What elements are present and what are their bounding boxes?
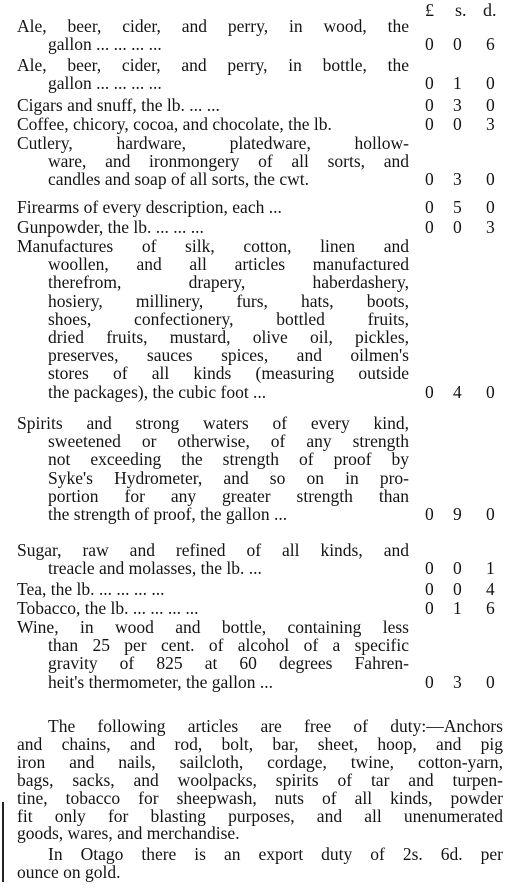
duty-item-description — [17, 134, 409, 189]
paragraph-line: iron and nails, sailcloth, cordage, twine, cotton-yarn, — [17, 751, 503, 772]
description-line: heit's thermometer, the gallon ... — [48, 671, 274, 692]
description-line: gallon ... ... ... ... — [48, 34, 162, 55]
description-line: Cutlery, hardware, platedware, hollow- — [17, 133, 409, 153]
pence-value: 3 — [486, 114, 495, 134]
shillings-value: 0 — [453, 579, 462, 599]
description-line: Cigars and snuff, the lb. ... ... — [17, 95, 220, 115]
description-line: Firearms of every description, each ... — [17, 197, 282, 217]
description-line: Tobacco, the lb. ... ... ... ... — [17, 598, 199, 618]
pence-value: 0 — [486, 197, 495, 217]
duty-item-description — [17, 115, 409, 133]
paragraph-line: The following articles are free of duty:—Anchors — [48, 716, 503, 736]
description-line: stores of all kinds (measuring outside — [48, 363, 409, 384]
pounds-value: 0 — [425, 217, 434, 237]
paragraph-line: bags, sacks, and woolpacks, spirits of tar and turpen- — [17, 769, 503, 790]
description-line: gravity of 825 at 60 degrees Fahren- — [48, 653, 409, 674]
description-line: therefrom, drapery, haberdashery, — [48, 272, 409, 293]
pence-value: 0 — [486, 169, 495, 190]
pounds-value: 0 — [425, 579, 434, 599]
description-line: woollen, and all articles manufactured — [48, 254, 409, 275]
pence-value: 6 — [486, 34, 495, 55]
pence-value: 4 — [486, 579, 495, 599]
shillings-value: 5 — [453, 197, 462, 217]
duty-item-description — [17, 599, 409, 617]
duty-item-description — [17, 237, 409, 401]
description-line: shoes, confectionery, bottled fruits, — [48, 308, 409, 329]
pence-value: 0 — [486, 381, 495, 402]
duty-item-description — [17, 414, 409, 523]
shillings-value: 3 — [453, 169, 462, 190]
pounds-value: 0 — [425, 114, 434, 134]
pounds-value: 0 — [425, 381, 434, 402]
description-line: preserves, sauces spices, and oilmen's — [48, 345, 409, 366]
shillings-value: 4 — [453, 381, 462, 402]
duty-item-description — [17, 96, 409, 114]
pounds-value: 0 — [425, 197, 434, 217]
paragraph-line: In Otago there is an export duty of 2s. 6d. per — [48, 844, 503, 864]
description-line: Tea, the lb. ... ... ... ... — [17, 579, 165, 599]
paragraph-line: and chains, and rod, bolt, bar, sheet, hoop, and pig — [17, 733, 503, 754]
duty-item-description — [17, 17, 409, 53]
description-line: Spirits and strong waters of every kind, — [17, 413, 409, 433]
pence-value: 1 — [486, 558, 495, 579]
description-line: treacle and molasses, the lb. ... — [48, 558, 262, 579]
pounds-value: 0 — [425, 504, 434, 524]
description-line: Syke's Hydrometer, and so on in pro- — [48, 467, 409, 488]
pence-value: 0 — [486, 73, 495, 94]
description-line: than 25 per cent. of alcohol of a specific — [48, 635, 409, 656]
duty-item-description — [17, 580, 409, 598]
shillings-value: 0 — [453, 34, 462, 55]
description-line: the strength of proof, the gallon ... — [48, 504, 288, 525]
shillings-value: 0 — [453, 114, 462, 134]
otago-export-duty-paragraph — [17, 846, 503, 882]
shillings-value: 1 — [453, 73, 462, 94]
pounds-header: £ — [425, 0, 434, 20]
pence-value: 0 — [486, 95, 495, 115]
description-line: portion for any greater strength than — [48, 485, 409, 506]
pence-value: 3 — [486, 217, 495, 237]
paragraph-line: ounce on gold. — [17, 861, 121, 882]
pence-value: 6 — [486, 598, 495, 618]
duty-item-description — [17, 218, 409, 236]
description-line: hosiery, millinery, furs, hats, boots, — [48, 290, 409, 311]
column-rule — [2, 802, 4, 882]
duty-item-description — [17, 56, 409, 92]
shillings-value: 3 — [453, 95, 462, 115]
pounds-value: 0 — [425, 34, 434, 55]
pounds-value: 0 — [425, 671, 434, 692]
description-line: Coffee, chicory, cocoa, and chocolate, the lb. — [17, 114, 332, 134]
shillings-value: 0 — [453, 217, 462, 237]
description-line: the packages), the cubic foot ... — [48, 381, 267, 402]
pounds-value: 0 — [425, 73, 434, 94]
pounds-value: 0 — [425, 95, 434, 115]
description-line: Sugar, raw and refined of all kinds, and — [17, 540, 409, 560]
pence-value: 0 — [486, 504, 495, 524]
duty-item-description — [17, 618, 409, 691]
description-line: Ale, beer, cider, and perry, in wood, the — [17, 16, 409, 36]
description-line: gallon ... ... ... ... — [48, 73, 162, 94]
pounds-value: 0 — [425, 598, 434, 618]
description-line: candles and soap of all sorts, the cwt. — [48, 169, 309, 190]
shillings-value: 3 — [453, 671, 462, 692]
description-line: Gunpowder, the lb. ... ... ... — [17, 217, 204, 237]
duty-item-description — [17, 541, 409, 577]
free-of-duty-paragraph — [17, 718, 503, 843]
shillings-value: 0 — [453, 558, 462, 579]
currency-header — [425, 0, 513, 20]
shillings-value: 9 — [453, 504, 462, 524]
description-line: dried fruits, mustard, olive oil, pickles, — [48, 327, 409, 348]
pounds-value: 0 — [425, 169, 434, 190]
paragraph-line: tine, tobacco for sheepwash, nuts of all kinds, powder — [17, 787, 503, 808]
pence-value: 0 — [486, 671, 495, 692]
shillings-header: s. — [455, 0, 467, 20]
paragraph-line: fit only for blasting purposes, and all unenumerated — [17, 805, 503, 826]
description-line: sweetened or otherwise, of any strength — [48, 431, 409, 452]
description-line: ware, and ironmongery of all sorts, and — [48, 151, 409, 172]
shillings-value: 1 — [453, 598, 462, 618]
description-line: Ale, beer, cider, and perry, in bottle, the — [17, 55, 409, 75]
duty-item-description — [17, 198, 409, 216]
pounds-value: 0 — [425, 558, 434, 579]
description-line: not exceeding the strength of proof by — [48, 449, 409, 470]
paragraph-line: goods, wares, and merchandise. — [17, 823, 240, 844]
description-line: Wine, in wood and bottle, containing less — [17, 617, 409, 637]
pence-header: d. — [483, 0, 497, 20]
description-line: Manufactures of silk, cotton, linen and — [17, 236, 409, 256]
